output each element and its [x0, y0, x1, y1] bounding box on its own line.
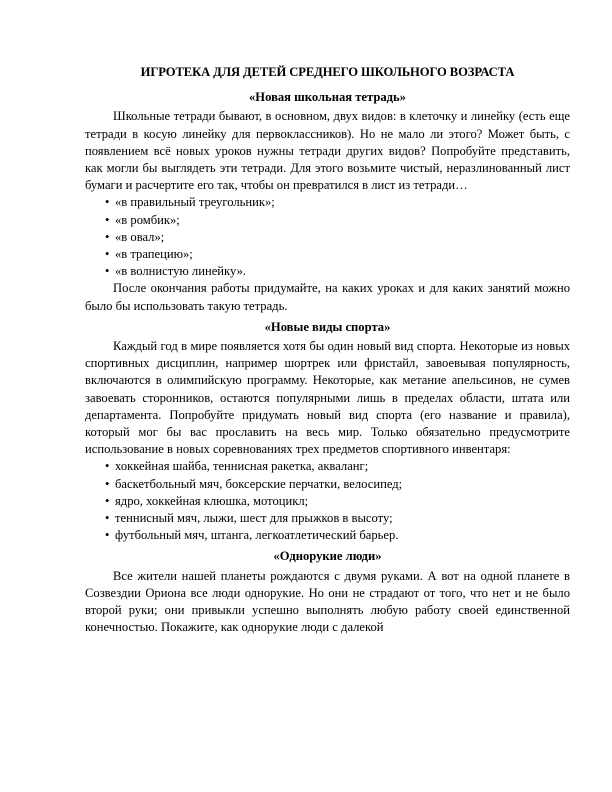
list-item-text: ядро, хоккейная клюшка, мотоцикл;: [115, 493, 309, 508]
list-item: [105, 229, 570, 246]
bullet-icon: •: [105, 212, 110, 227]
list-item-text: «в трапецию»;: [115, 247, 193, 262]
list-item-text: хоккейная шайба, теннисная ракетка, акваланг;: [115, 459, 369, 474]
section-one-armed-people: [85, 548, 570, 636]
list-item-text: «в овал»;: [115, 229, 165, 244]
bullet-icon: •: [105, 195, 110, 210]
paragraph: Школьные тетради бывают, в основном, двух видов: в клеточку и линейку (есть еще тетради в косую линейку для первоклассников). Но не мало ли этого? Может быть, с появлением всё новых уроков нужны тетради других видов? Попробуйте представить, как могли бы выглядеть эти тетради. Для этого возьмите чистый, неразлинованный лист бумаги и расчертите его так, чтобы он превратился в лист из тетради…: [85, 109, 570, 193]
list-item: [105, 527, 570, 544]
list-item: [105, 194, 570, 211]
list-item-text: теннисный мяч, лыжи, шест для прыжков в высоту;: [115, 511, 393, 526]
bullet-icon: •: [105, 511, 110, 526]
bullet-icon: •: [105, 528, 110, 543]
section-heading: «Новые виды спорта»: [264, 319, 391, 334]
list-item: [105, 476, 570, 493]
section-new-notebook: [85, 89, 570, 315]
paragraph: После окончания работы придумайте, на каких уроках и для каких занятий можно было бы использовать такую тетрадь.: [85, 281, 570, 313]
section-heading: «Однорукие люди»: [273, 549, 382, 564]
bullet-icon: •: [105, 459, 110, 474]
list-item-text: «в ромбик»;: [115, 212, 180, 227]
document-page: [85, 64, 570, 637]
list-item: [105, 263, 570, 280]
list-item-text: баскетбольный мяч, боксерские перчатки, велосипед;: [115, 476, 403, 491]
list-item: [105, 458, 570, 475]
paragraph: Все жители нашей планеты рождаются с двумя руками. А вот на одной планете в Созвездии Ориона все люди однорукие. Но они не страдают от того, что нет и не было второй руки; они привыкли успешно выполнять любую работу своей единственной конечностью. Покажите, как однорукие люди с далекой: [85, 568, 570, 635]
bullet-list: [85, 194, 570, 280]
bullet-icon: •: [105, 476, 110, 491]
paragraph: Каждый год в мире появляется хотя бы один новый вид спорта. Некоторые из новых спортивных дисциплин, например шортрек или фристайл, завоевывая популярность, включаются в олимпийскую программу. Некоторые, как метание апельсинов, не сумев завоевать сторонников, остаются популярными лишь в пределах области, штата или департамента. Попробуйте придумать новый вид спорта (его название и правила), который мог бы вас прославить на весь мир. Только обязательно предусмотрите использование в новых соревнованиях трех предметов спортивного инвентаря:: [85, 339, 570, 457]
list-item: [105, 246, 570, 263]
bullet-icon: •: [105, 493, 110, 508]
bullet-icon: •: [105, 264, 110, 279]
document-title: ИГРОТЕКА ДЛЯ ДЕТЕЙ СРЕДНЕГО ШКОЛЬНОГО ВОЗРАСТА: [140, 65, 515, 79]
list-item: [105, 493, 570, 510]
section-heading: «Новая школьная тетрадь»: [249, 90, 406, 105]
bullet-icon: •: [105, 229, 110, 244]
bullet-list: [85, 458, 570, 544]
list-item-text: «в волнистую линейку».: [115, 264, 247, 279]
bullet-icon: •: [105, 247, 110, 262]
list-item: [105, 212, 570, 229]
list-item: [105, 510, 570, 527]
section-new-sports: [85, 319, 570, 545]
list-item-text: «в правильный треугольник»;: [115, 195, 275, 210]
list-item-text: футбольный мяч, штанга, легкоатлетический барьер.: [115, 528, 399, 543]
